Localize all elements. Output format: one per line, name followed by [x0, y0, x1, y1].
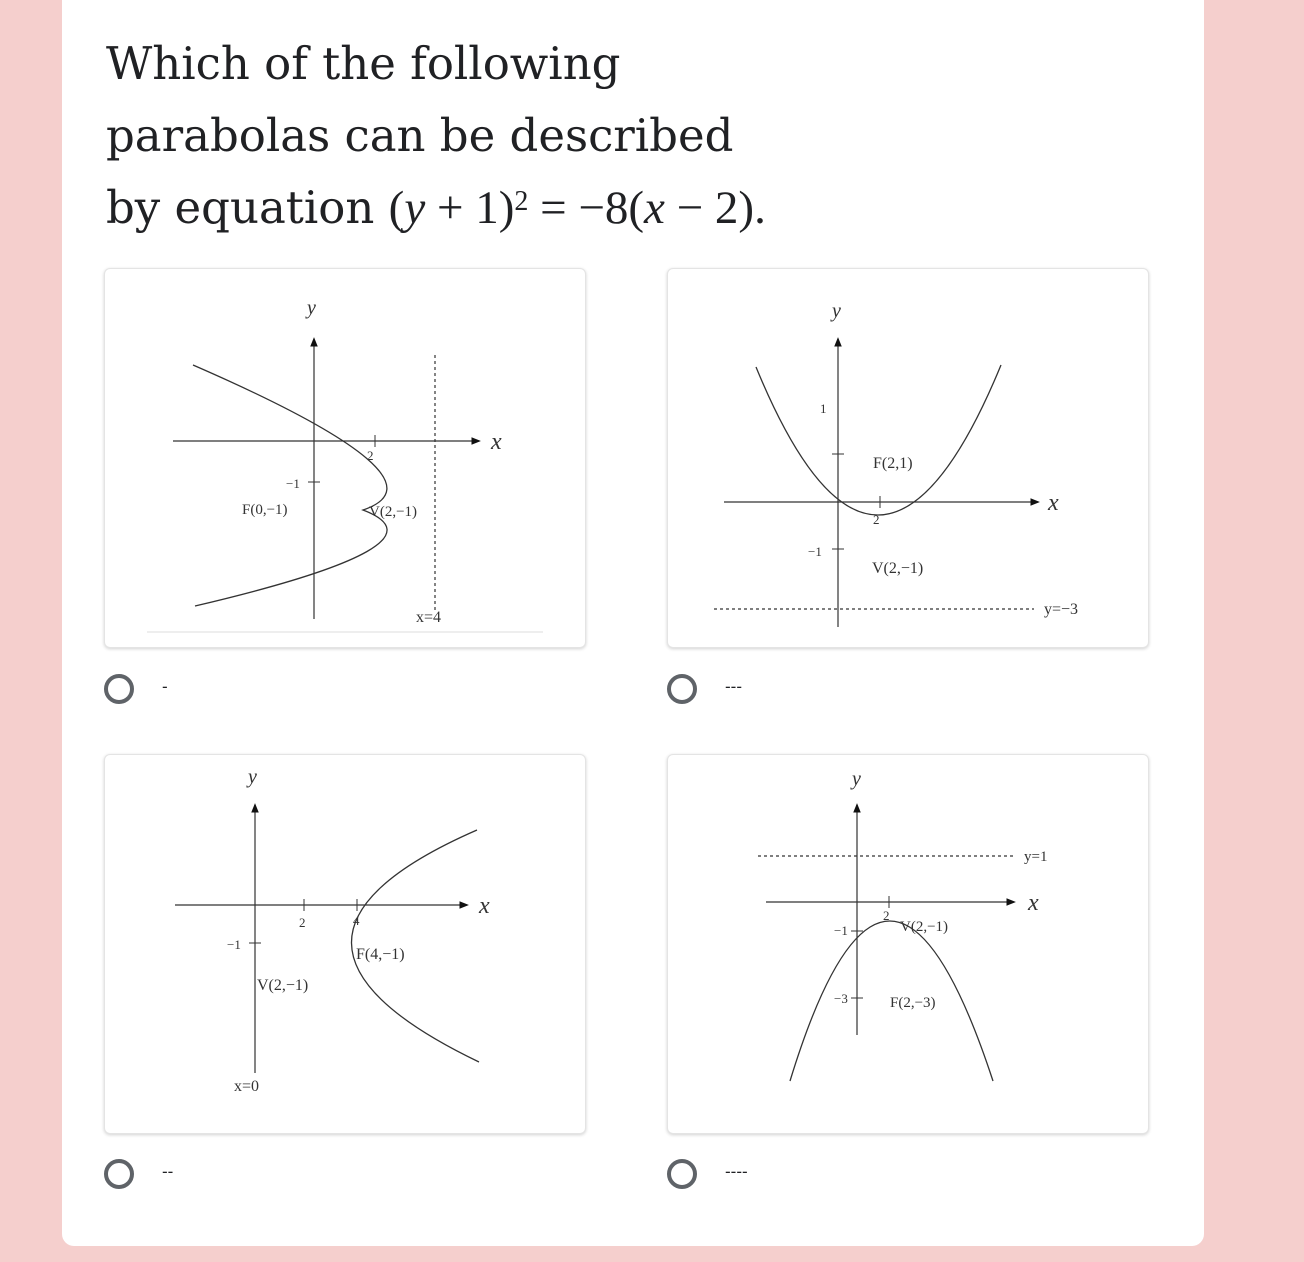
option-1-graph[interactable] — [104, 268, 586, 648]
directrix-label: x=4 — [416, 609, 442, 626]
tick-x-2: 2 — [873, 512, 880, 527]
parabola — [756, 365, 1001, 515]
directrix-label: y=−3 — [1044, 601, 1079, 618]
option-3-graph-svg — [105, 755, 585, 1133]
vertex-label: V(2,−1) — [872, 560, 924, 577]
option-1-graph-svg — [105, 269, 585, 647]
tick-y-neg1: −1 — [834, 923, 848, 938]
vertex-label: V(2,−1) — [369, 504, 418, 520]
option-4-graph[interactable] — [667, 754, 1149, 1134]
question-line-3 — [106, 172, 1006, 244]
directrix-label: y=1 — [1024, 849, 1048, 865]
tick-y-neg1: −1 — [808, 544, 822, 559]
x-axis-label: x — [479, 893, 490, 919]
option-4-label: ---- — [725, 1162, 748, 1181]
y-axis-label: y — [307, 297, 316, 319]
tick-y-neg3: −3 — [834, 991, 848, 1006]
tick-y-neg1: −1 — [286, 476, 300, 491]
vertex-label: V(2,−1) — [900, 919, 949, 935]
tick-x-2: 2 — [883, 908, 890, 923]
question-line-3-prefix: by equation — [106, 181, 375, 234]
option-3-graph[interactable] — [104, 754, 586, 1134]
focus-label: F(0,−1) — [242, 502, 288, 518]
option-2-radio[interactable] — [667, 674, 697, 704]
x-axis-label: x — [1048, 490, 1059, 516]
option-2-graph-svg — [668, 269, 1148, 647]
option-3-radio[interactable] — [104, 1159, 134, 1189]
tick-y-neg1: −1 — [227, 937, 241, 952]
question-card — [62, 0, 1204, 1246]
option-4-radio[interactable] — [667, 1159, 697, 1189]
y-axis-label: y — [832, 300, 841, 322]
question-title — [106, 28, 1006, 244]
equation: $(y + 1)^2 = -8(x - 2)$. — [388, 182, 766, 234]
directrix-label: x=0 — [234, 1078, 260, 1095]
y-axis-label: y — [248, 766, 257, 788]
x-axis-label: x — [1028, 890, 1039, 916]
option-1-label: - — [162, 677, 168, 696]
option-2-graph[interactable] — [667, 268, 1149, 648]
option-2-label: --- — [725, 677, 742, 696]
option-1-radio[interactable] — [104, 674, 134, 704]
focus-label: F(2,1) — [873, 455, 913, 472]
question-line-1: Which of the following — [106, 37, 621, 90]
tick-x-4: 4 — [353, 913, 360, 928]
tick-x-2: 2 — [299, 915, 306, 930]
tick-y-1: 1 — [820, 401, 827, 416]
x-axis-label: x — [491, 429, 502, 455]
focus-label: F(4,−1) — [356, 946, 405, 963]
tick-x-2: 2 — [367, 448, 374, 463]
vertex-label: V(2,−1) — [257, 977, 309, 994]
question-line-2: parabolas can be described — [106, 109, 734, 162]
y-axis-label: y — [852, 768, 861, 790]
option-3-label: -- — [162, 1162, 174, 1181]
focus-label: F(2,−3) — [890, 995, 936, 1011]
option-4-graph-svg — [668, 755, 1148, 1133]
